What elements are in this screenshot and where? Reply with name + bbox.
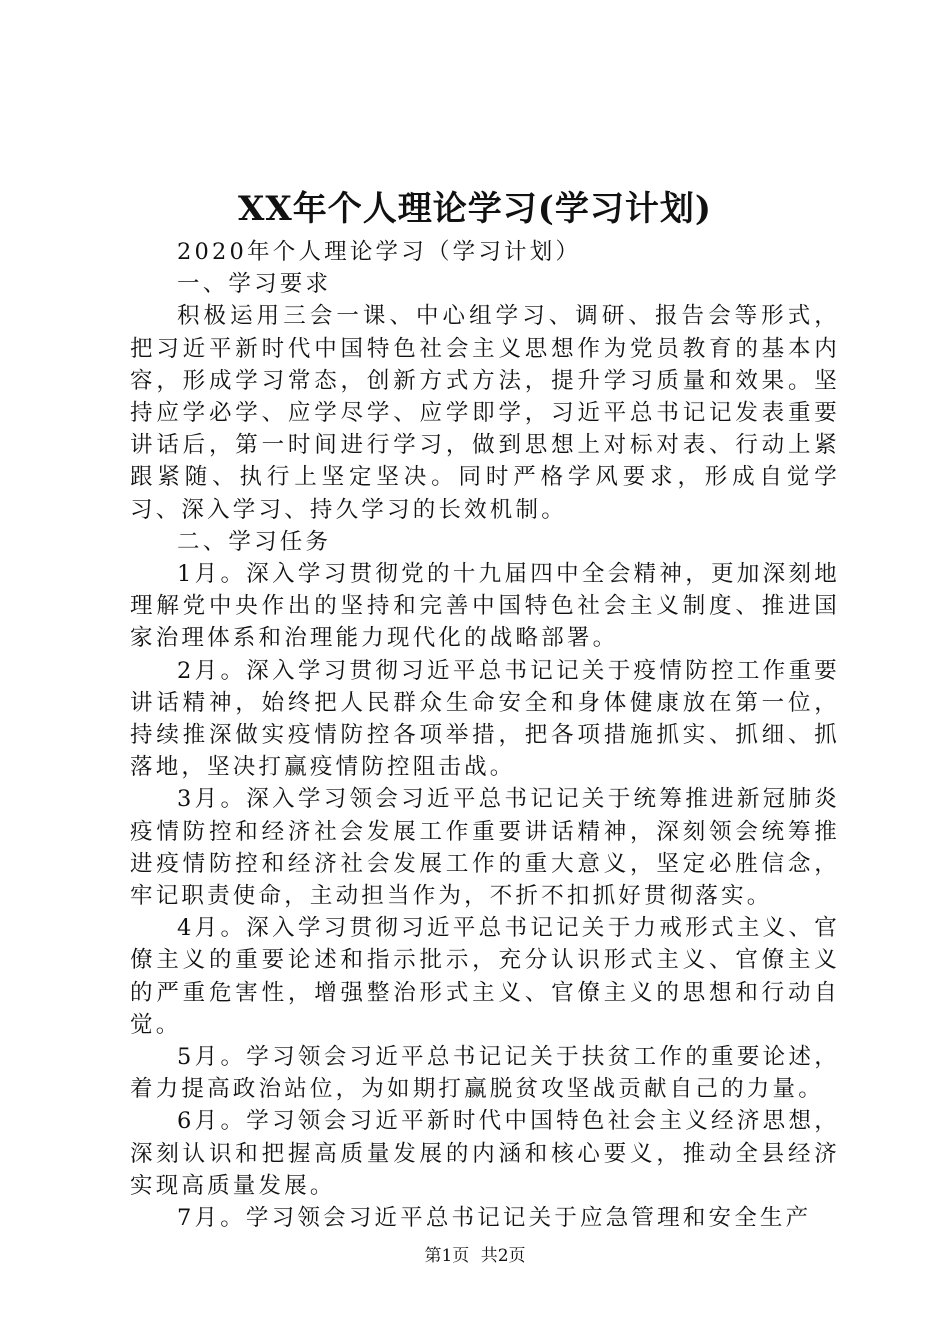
document-body <box>130 236 840 1234</box>
current-page-number: 第1页 <box>424 1246 470 1266</box>
task-paragraph-february: 2月。深入学习贯彻习近平总书记记关于疫情防控工作重要讲话精神，始终把人民群众生命安全和身体健康放在第一位，持续推深做实疫情防控各项举措，把各项措施抓实、抓细、抓落地，坚决打赢疫情防控阻击战。 <box>130 657 840 781</box>
section-heading-tasks: 二、学习任务 <box>177 528 332 555</box>
task-paragraph-july: 7月。学习领会习近平总书记记关于应急管理和安全生产 <box>177 1205 812 1232</box>
section-heading-requirements: 一、学习要求 <box>177 271 332 298</box>
page-footer <box>0 1244 950 1268</box>
task-paragraph-may: 5月。学习领会习近平总书记记关于扶贫工作的重要论述，着力提高政治站位，为如期打赢脱贫攻坚战贡献自己的力量。 <box>130 1044 840 1103</box>
body-paragraph: 积极运用三会一课、中心组学习、调研、报告会等形式，把习近平新时代中国特色社会主义思想作为党员教育的基本内容，形成学习常态，创新方式方法，提升学习质量和效果。坚持应学必学、应学尽学、应学即学，习近平总书记记发表重要讲话后，第一时间进行学习，做到思想上对标对表、行动上紧跟紧随、执行上坚定坚决。同时严格学风要求，形成自觉学习、深入学习、持久学习的长效机制。 <box>130 303 840 523</box>
task-paragraph-march: 3月。深入学习领会习近平总书记记关于统筹推进新冠肺炎疫情防控和经济社会发展工作重要讲话精神，深刻领会统筹推进疫情防控和经济社会发展工作的重大意义，坚定必胜信念，牢记职责使命，主动担当作为，不折不扣抓好贯彻落实。 <box>130 786 840 910</box>
document-title: XX年个人理论学习(学习计划) <box>238 189 712 229</box>
task-paragraph-april: 4月。深入学习贯彻习近平总书记记关于力戒形式主义、官僚主义的重要论述和指示批示，充分认识形式主义、官僚主义的严重危害性，增强整治形式主义、官僚主义的思想和行动自觉。 <box>130 915 840 1038</box>
total-page-count: 共2页 <box>480 1246 526 1266</box>
subtitle-paragraph: 2020年个人理论学习（学习计划） <box>177 239 582 265</box>
task-paragraph-june: 6月。学习领会习近平新时代中国特色社会主义经济思想，深刻认识和把握高质量发展的内涵和核心要义，推动全县经济实现高质量发展。 <box>130 1108 840 1199</box>
task-paragraph-january: 1月。深入学习贯彻党的十九届四中全会精神，更加深刻地理解党中央作出的坚持和完善中国特色社会主义制度、推进国家治理体系和治理能力现代化的战略部署。 <box>130 561 840 652</box>
